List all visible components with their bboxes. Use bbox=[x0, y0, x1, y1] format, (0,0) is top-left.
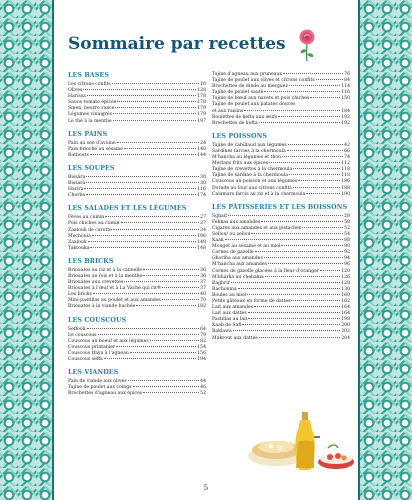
recipe-page-number: 52 bbox=[344, 225, 350, 231]
recipe-page-number: 120 bbox=[341, 268, 350, 274]
recipe-name: Calamars farcis au riz et à la chermoula bbox=[212, 191, 306, 197]
dot-leader bbox=[115, 107, 196, 108]
toc-section bbox=[68, 369, 206, 397]
recipe-page-number: 74 bbox=[344, 155, 350, 161]
dot-leader bbox=[124, 281, 199, 282]
recipe-page-number: 126 bbox=[341, 274, 350, 280]
rose-icon bbox=[296, 28, 318, 62]
dot-leader bbox=[268, 263, 343, 264]
recipe-name: Les citrons confits bbox=[68, 82, 111, 87]
recipe-page-number: 192 bbox=[341, 120, 350, 126]
dot-leader bbox=[289, 85, 340, 86]
dot-leader bbox=[92, 235, 196, 236]
recipe-name: Briouates à la viande hachée bbox=[68, 304, 136, 310]
recipe-name: Ghoriba aux amandes bbox=[212, 256, 263, 262]
recipe-page-number: 82 bbox=[200, 338, 206, 344]
dot-leader bbox=[104, 358, 196, 359]
recipe-name: Makrout aux dattes bbox=[212, 335, 258, 341]
dot-leader bbox=[90, 154, 196, 155]
recipe-page-number: 76 bbox=[344, 72, 350, 77]
recipe-name: Harira bbox=[68, 187, 84, 193]
recipe-name: M'hancha aux amandes bbox=[212, 262, 267, 268]
section-heading: LES PÂTISSERIES ET LES BOISSONS bbox=[212, 203, 348, 211]
dot-leader bbox=[162, 287, 199, 288]
recipe-page-number: 178 bbox=[197, 100, 206, 106]
recipe-page-number: 128 bbox=[341, 280, 350, 286]
recipe-page-number: 66 bbox=[344, 148, 350, 154]
recipe-name: Tajine de poulet aux patates douces bbox=[212, 102, 296, 108]
toc-section bbox=[68, 72, 206, 125]
recipe-name: Boules au miel bbox=[212, 292, 247, 298]
dot-leader bbox=[143, 275, 199, 276]
recipe-page-number: 118 bbox=[341, 173, 350, 179]
toc-entry[interactable] bbox=[212, 192, 350, 198]
recipe-page-number: 50 bbox=[344, 219, 350, 225]
dot-leader bbox=[228, 215, 343, 216]
recipe-page-number: 148 bbox=[197, 245, 206, 251]
recipe-page-number: 179 bbox=[197, 106, 206, 112]
toc-entry[interactable] bbox=[68, 304, 206, 310]
dot-leader bbox=[306, 193, 340, 194]
recipe-page-number: 30 bbox=[200, 174, 206, 180]
dot-leader bbox=[121, 222, 200, 223]
recipe-page-number: 194 bbox=[197, 357, 206, 362]
dot-leader bbox=[105, 216, 199, 217]
recipe-page-number: 96 bbox=[344, 262, 350, 268]
recipe-name: Sardines farcies à la chermoula bbox=[212, 148, 286, 154]
recipe-name: Smen, beurre rance bbox=[68, 106, 115, 112]
recipe-name: Brochettes de kefta bbox=[212, 120, 258, 126]
toc-entry[interactable] bbox=[68, 119, 206, 125]
dot-leader bbox=[298, 180, 340, 181]
recipe-name: et aux raisins bbox=[212, 108, 244, 114]
toc-left-column bbox=[68, 72, 206, 402]
recipe-page-number: 28 bbox=[344, 213, 350, 219]
recipe-page-number: 188 bbox=[341, 185, 350, 191]
recipe-name: Bissara bbox=[68, 181, 86, 187]
section-heading: LES SALADES ET LES LÉGUMES bbox=[68, 205, 187, 213]
recipe-name: Couscous printanier bbox=[68, 344, 116, 350]
dot-leader bbox=[291, 300, 340, 301]
toc-entry[interactable] bbox=[68, 193, 206, 199]
recipe-name: Mouget au sésame et au miel bbox=[212, 244, 281, 250]
recipe-name: Tajine de sardine à la chermoula bbox=[212, 173, 289, 179]
recipe-name: Tajine de poulet aux olives et citrons confits bbox=[212, 78, 315, 84]
dot-leader bbox=[113, 229, 199, 230]
recipe-page-number: 150 bbox=[341, 96, 350, 102]
section-heading: LES VIANDES bbox=[68, 369, 119, 377]
recipe-page-number: 37 bbox=[200, 286, 206, 292]
recipe-page-number: 200 bbox=[341, 323, 350, 329]
recipe-page-number: 70 bbox=[200, 298, 206, 304]
recipe-page-number: 52 bbox=[200, 391, 206, 397]
recipe-name: Cornes de gazelle bbox=[212, 250, 254, 256]
dot-leader bbox=[86, 176, 199, 177]
recipe-name: Rachouma bbox=[212, 286, 237, 292]
recipe-page-number: 148 bbox=[197, 239, 206, 245]
recipe-name: Chorba bbox=[68, 193, 86, 199]
dot-leader bbox=[251, 233, 343, 234]
dot-leader bbox=[130, 352, 196, 353]
recipe-name: Briouates aux crevettes bbox=[68, 280, 124, 286]
toc-entry[interactable] bbox=[68, 153, 206, 159]
dot-leader bbox=[261, 221, 343, 222]
toc-section bbox=[68, 317, 206, 364]
recipe-name: Tajine de bœuf aux navets et pois chiches bbox=[212, 96, 310, 102]
recipe-name: Batbouts bbox=[68, 152, 89, 158]
recipe-page-number: 198 bbox=[341, 317, 350, 323]
recipe-name: Briouates au riz et à la cannelle bbox=[68, 267, 143, 273]
recipe-page-number: 197 bbox=[197, 118, 206, 124]
dot-leader bbox=[316, 79, 344, 80]
dot-leader bbox=[248, 318, 340, 319]
dot-leader bbox=[133, 386, 200, 387]
recipe-name: Baghrir bbox=[212, 280, 230, 286]
recipe-page-number: 160 bbox=[341, 292, 350, 298]
recipe-name: Merlans frits aux épices bbox=[212, 161, 269, 167]
recipe-name: Tajine de poulet sauté bbox=[212, 90, 264, 96]
page-title: Sommaire par recettes bbox=[68, 34, 286, 54]
recipe-page-number: 192 bbox=[341, 114, 350, 120]
dot-leader bbox=[264, 257, 343, 258]
recipe-name: Fekkas aux amandes bbox=[212, 219, 261, 225]
dot-leader bbox=[242, 324, 340, 325]
recipe-name: Couscous au poisson et aux légumes bbox=[212, 179, 298, 185]
recipe-name: Fèves au cumin bbox=[68, 215, 105, 221]
recipe-name: Pain brioché au sésame bbox=[68, 146, 123, 152]
recipe-page-number: 202 bbox=[341, 329, 350, 335]
recipe-page-number: 144 bbox=[197, 152, 206, 158]
toc-entry[interactable] bbox=[212, 121, 350, 127]
toc-entry[interactable] bbox=[68, 246, 206, 252]
section-heading: LES PAINS bbox=[68, 130, 108, 138]
recipe-page-number: 27 bbox=[200, 215, 206, 221]
toc-section bbox=[68, 258, 206, 311]
recipe-name: Kaak bbox=[212, 238, 224, 244]
recipe-name: Tajine d'agneau aux pruneaux bbox=[212, 72, 283, 77]
recipe-page-number: 79 bbox=[200, 332, 206, 338]
dot-leader bbox=[87, 328, 200, 329]
dot-leader bbox=[288, 144, 344, 145]
dot-leader bbox=[162, 299, 199, 300]
recipe-name: Harissa bbox=[68, 94, 86, 100]
recipe-page-number: 178 bbox=[197, 94, 206, 100]
recipe-name: Olives bbox=[68, 88, 83, 94]
recipe-page-number: 186 bbox=[341, 179, 350, 185]
recipe-name: Mechouia bbox=[68, 233, 91, 239]
recipe-page-number: 24 bbox=[200, 140, 206, 146]
recipe-name: Pastillas au lait bbox=[212, 317, 248, 323]
dot-leader bbox=[259, 122, 340, 123]
dot-leader bbox=[143, 269, 199, 270]
dot-leader bbox=[289, 174, 340, 175]
dot-leader bbox=[87, 95, 196, 96]
toc-entry[interactable] bbox=[68, 391, 206, 397]
dot-leader bbox=[143, 392, 199, 393]
dot-leader bbox=[93, 293, 199, 294]
section-heading: LES SOUPES bbox=[68, 164, 115, 172]
recipe-page-number: 116 bbox=[197, 187, 206, 193]
recipe-name: Tajine de poulet aux coings bbox=[68, 385, 132, 391]
recipe-page-number: 190 bbox=[341, 191, 350, 197]
recipe-page-number: 182 bbox=[197, 304, 206, 310]
recipe-page-number: 92 bbox=[344, 250, 350, 256]
dot-leader bbox=[98, 334, 200, 335]
recipe-name: M'hancha au légumes et thon bbox=[212, 155, 282, 161]
recipe-page-number: 16 bbox=[200, 82, 206, 87]
dot-leader bbox=[255, 251, 344, 252]
dot-leader bbox=[231, 282, 340, 283]
recipe-page-number: 36 bbox=[200, 273, 206, 279]
right-tile-border bbox=[358, 0, 412, 500]
recipe-name: Les bricks bbox=[68, 292, 92, 298]
recipe-page-number: 34 bbox=[200, 227, 206, 233]
dot-leader bbox=[248, 312, 340, 313]
recipe-page-number: 27 bbox=[200, 221, 206, 227]
recipe-name: Zaalouk de carotte bbox=[68, 227, 112, 233]
recipe-name: Petits gâteaux en forme de dattes bbox=[212, 299, 291, 304]
recipe-name: Dorade au four aux citrons confits bbox=[212, 185, 292, 191]
toc-section bbox=[68, 205, 206, 252]
recipe-name: Cornes de gazelle glacées à la fleur d'oranger bbox=[212, 268, 319, 274]
recipe-name: Tajine de cabillaud aux légumes bbox=[212, 142, 287, 148]
dot-leader bbox=[244, 110, 340, 111]
dot-leader bbox=[278, 116, 340, 117]
dot-leader bbox=[136, 305, 196, 306]
left-tile-border bbox=[0, 0, 54, 500]
recipe-page-number: 94 bbox=[344, 256, 350, 262]
recipe-name: Kaab de Safi bbox=[212, 323, 242, 329]
recipe-page-number: 116 bbox=[341, 90, 350, 96]
recipe-name: Couscous tfaya à l'agneau bbox=[68, 350, 129, 356]
recipe-page-number: 164 bbox=[341, 311, 350, 317]
recipe-page-number: 164 bbox=[341, 305, 350, 311]
recipe-page-number: 30 bbox=[200, 181, 206, 187]
recipe-name: Seffouk bbox=[68, 326, 86, 332]
recipe-page-number: 37 bbox=[200, 280, 206, 286]
dot-leader bbox=[86, 194, 196, 195]
dot-leader bbox=[117, 101, 196, 102]
recipe-name: Pois chiches au cumin bbox=[68, 221, 120, 227]
toc-entry[interactable] bbox=[68, 357, 206, 363]
recipe-name: Lait aux dattes bbox=[212, 311, 247, 317]
recipe-name: Légumes vinaigrés bbox=[68, 112, 113, 118]
dot-leader bbox=[287, 150, 343, 151]
recipe-page-number: 162 bbox=[341, 299, 350, 304]
dot-leader bbox=[124, 148, 196, 149]
dot-leader bbox=[83, 89, 196, 90]
recipe-page-number: 90 bbox=[344, 244, 350, 250]
dot-leader bbox=[247, 294, 340, 295]
toc-section bbox=[68, 165, 206, 199]
recipe-name: Tajine de crevettes à la chermoula bbox=[212, 167, 293, 173]
recipe-page-number: 118 bbox=[341, 167, 350, 173]
recipe-name: Lait aux amandes bbox=[212, 305, 254, 311]
recipe-name: Briouates à l'œuf et à La Vache qui rit® bbox=[68, 286, 162, 292]
recipe-name: Brochettes d'agneau aux épices bbox=[68, 391, 143, 397]
toc-section bbox=[212, 204, 350, 342]
dot-leader bbox=[269, 162, 340, 163]
recipe-name: M'kharka au chebakia bbox=[212, 274, 264, 280]
recipe-page-number: 44 bbox=[200, 379, 206, 385]
recipe-name: Briouates au fois et à la menthe bbox=[68, 273, 143, 279]
dot-leader bbox=[283, 73, 343, 74]
dot-leader bbox=[84, 188, 196, 189]
recipe-name: Sellou/ ou sellou bbox=[212, 231, 251, 237]
toc-section bbox=[212, 133, 350, 198]
recipe-name: Couscous seffa bbox=[68, 357, 103, 362]
recipe-page-number: 156 bbox=[197, 350, 206, 356]
section-heading: LES BRICKS bbox=[68, 257, 114, 265]
dot-leader bbox=[150, 340, 199, 341]
recipe-page-number: 88 bbox=[344, 238, 350, 244]
dot-leader bbox=[282, 156, 343, 157]
olive-oil-and-bread-illustration bbox=[246, 386, 358, 476]
recipe-page-number: 128 bbox=[197, 88, 206, 94]
page-number: 5 bbox=[203, 484, 209, 492]
dot-leader bbox=[310, 97, 340, 98]
dot-leader bbox=[86, 182, 199, 183]
recipe-page-number: 84 bbox=[344, 78, 350, 84]
recipe-name: Le thé à la menthe bbox=[68, 118, 112, 124]
dot-leader bbox=[128, 380, 200, 381]
dot-leader bbox=[116, 346, 196, 347]
dot-leader bbox=[259, 337, 341, 338]
dot-leader bbox=[88, 241, 197, 242]
recipe-name: Bissâra bbox=[68, 174, 86, 180]
dot-leader bbox=[293, 168, 340, 169]
dot-leader bbox=[254, 306, 340, 307]
section-heading: LES COUSCOUS bbox=[68, 316, 127, 324]
dot-leader bbox=[302, 227, 343, 228]
recipe-page-number: 54 bbox=[344, 231, 350, 237]
toc-section bbox=[68, 131, 206, 159]
recipe-name: Boulettes de kefta aux œufs bbox=[212, 114, 278, 120]
recipe-page-number: 130 bbox=[341, 286, 350, 292]
dot-leader bbox=[117, 142, 199, 143]
recipe-name: Baklawa bbox=[212, 329, 232, 335]
section-heading: LES POISSONS bbox=[212, 132, 268, 140]
recipe-page-number: 42 bbox=[344, 142, 350, 148]
toc-section bbox=[212, 72, 350, 127]
recipe-page-number: 46 bbox=[200, 385, 206, 391]
recipe-page-number: 36 bbox=[200, 267, 206, 273]
recipe-name: Cigares aux amandes et aux pistaches bbox=[212, 225, 302, 231]
recipe-page-number: 204 bbox=[341, 335, 350, 341]
toc-right-column bbox=[212, 72, 350, 347]
recipe-page-number: 64 bbox=[200, 326, 206, 332]
dot-leader bbox=[113, 120, 197, 121]
dot-leader bbox=[238, 288, 341, 289]
recipe-name: Brochettes de dinde au merguez bbox=[212, 84, 288, 90]
recipe-name: Pain au son d'avoine bbox=[68, 140, 116, 146]
dot-leader bbox=[90, 247, 196, 248]
dot-leader bbox=[233, 330, 340, 331]
dot-leader bbox=[293, 187, 341, 188]
recipe-page-number: 140 bbox=[197, 146, 206, 152]
dot-leader bbox=[113, 113, 196, 114]
recipe-page-number: 106 bbox=[197, 233, 206, 239]
recipe-page-number: 174 bbox=[197, 193, 206, 199]
recipe-name: Sghaïf bbox=[212, 213, 227, 219]
dot-leader bbox=[112, 83, 199, 84]
dot-leader bbox=[320, 270, 340, 271]
recipe-name: Couscous au boeuf et aux légumes bbox=[68, 338, 149, 344]
recipe-page-number: 179 bbox=[197, 112, 206, 118]
recipe-page-number: 154 bbox=[197, 344, 206, 350]
dot-leader bbox=[281, 245, 343, 246]
recipe-name: Pain de viande aux olives bbox=[68, 379, 127, 385]
toc-entry[interactable] bbox=[212, 336, 350, 342]
recipe-name: Le couscous bbox=[68, 332, 97, 338]
recipe-name: Sauce tomate épicée bbox=[68, 100, 117, 106]
recipe-page-number: 40 bbox=[200, 292, 206, 298]
recipe-page-number: 184 bbox=[341, 108, 350, 114]
dot-leader bbox=[264, 91, 340, 92]
recipe-name: Zaalouk bbox=[68, 239, 87, 245]
recipe-page-number: 114 bbox=[341, 84, 350, 90]
dot-leader bbox=[265, 276, 341, 277]
section-heading: LES BASES bbox=[68, 72, 109, 79]
recipe-name: Taktouka bbox=[68, 245, 90, 251]
recipe-page-number: 112 bbox=[341, 161, 350, 167]
dot-leader bbox=[225, 239, 343, 240]
recipe-name: Mini-pastillas au poulet et aux amandes bbox=[68, 298, 161, 304]
